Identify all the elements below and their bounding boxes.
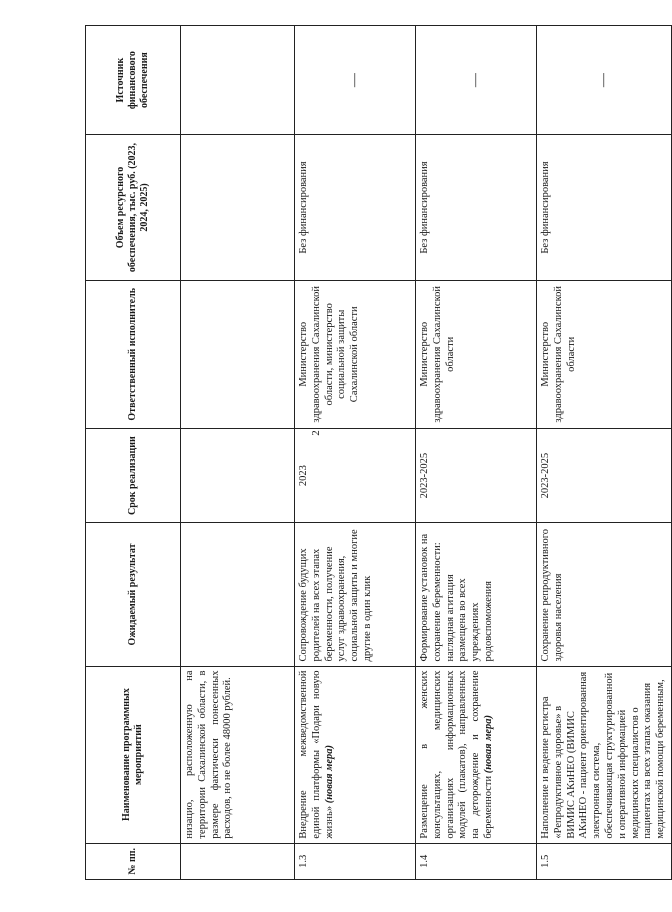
table-row bbox=[295, 26, 416, 880]
row-name bbox=[295, 666, 416, 843]
header-source: Источник финансового обеспечения bbox=[86, 26, 181, 135]
new-measure-tag: (новая мера) bbox=[323, 744, 335, 804]
row-num: 1.4 bbox=[416, 843, 537, 879]
row-num: 1.3 bbox=[295, 843, 416, 879]
row-source: — bbox=[416, 26, 537, 135]
header-responsible: Ответственный исполнитель bbox=[86, 280, 181, 428]
row-term bbox=[181, 428, 295, 523]
page-number: 2 bbox=[310, 430, 322, 436]
row-responsible bbox=[181, 280, 295, 428]
row-term: 2023-2025 bbox=[537, 428, 672, 523]
row-result: Сопровождение будущих родителей на всех этапах беременности, получение услуг здравоохранения, социальной защиты и многие другие в один клик bbox=[295, 523, 416, 666]
row-name bbox=[537, 666, 672, 843]
row-responsible: Министерство здравоохранения Сахалинской области bbox=[537, 280, 672, 428]
row-num bbox=[181, 843, 295, 879]
row-name bbox=[416, 666, 537, 843]
row-name-text: Наполнение и ведение регистра «Репродуктивное здоровье» в ВИМИС АКиНЕО (ВИМИС АКиНЕО - пациент ориентированная электронная система, обеспечивающая структурированной и оперативной информацией медицинских специалистов о пациентах на всех этапах оказания медицинской помощи беременным, bbox=[540, 671, 667, 839]
row-responsible: Министерство здравоохранения Сахалинской области bbox=[416, 280, 537, 428]
new-measure-tag: (новая мера) bbox=[482, 714, 494, 774]
row-term: 2023-2025 bbox=[416, 428, 537, 523]
row-volume: Без финансирования bbox=[537, 135, 672, 281]
row-name bbox=[181, 666, 295, 843]
row-num: 1.5 bbox=[537, 843, 672, 879]
row-name-text: Внедрение межведомственной единой платформы «Подари новую жизнь» bbox=[298, 670, 335, 839]
table-row bbox=[416, 26, 537, 880]
row-source: — bbox=[295, 26, 416, 135]
header-volume: Объем ресурсного обеспечения, тыс. руб. (2023, 2024, 2025) bbox=[86, 135, 181, 281]
table-header-row bbox=[86, 26, 181, 880]
row-name-text: Размещение в женских консультациях, медицинских организациях информационных модулей (плакатов), направленных на деторождение и сохранение беременности bbox=[419, 670, 494, 839]
row-term: 2023 bbox=[295, 428, 416, 523]
row-name-text: низацио, расположенную на территории Сахалинской области, в размере фактически понесенных расходов, но не более 48000 рублей. bbox=[184, 670, 234, 839]
row-source bbox=[181, 26, 295, 135]
document-page bbox=[85, 25, 667, 880]
row-volume bbox=[181, 135, 295, 281]
program-measures-table bbox=[85, 25, 672, 880]
header-term: Срок реализации bbox=[86, 428, 181, 523]
row-result bbox=[181, 523, 295, 666]
row-result: Сохранение репродуктивного здоровья населения bbox=[537, 523, 672, 666]
row-source: — bbox=[537, 26, 672, 135]
row-result: Формирование установок на сохранение беременности: наглядная агитация размещена во всех учреждениях родовспоможения bbox=[416, 523, 537, 666]
row-volume: Без финансирования bbox=[416, 135, 537, 281]
header-num: № пп. bbox=[86, 843, 181, 879]
table-row bbox=[537, 26, 672, 880]
rotated-table-container bbox=[85, 25, 667, 880]
row-responsible: Министерство здравоохранения Сахалинской области, министерство социальной защиты Сахалинской области bbox=[295, 280, 416, 428]
row-volume: Без финансирования bbox=[295, 135, 416, 281]
header-result: Ожидаемый результат bbox=[86, 523, 181, 666]
table-row bbox=[181, 26, 295, 880]
header-name: Наименование программных мероприятий bbox=[86, 666, 181, 843]
